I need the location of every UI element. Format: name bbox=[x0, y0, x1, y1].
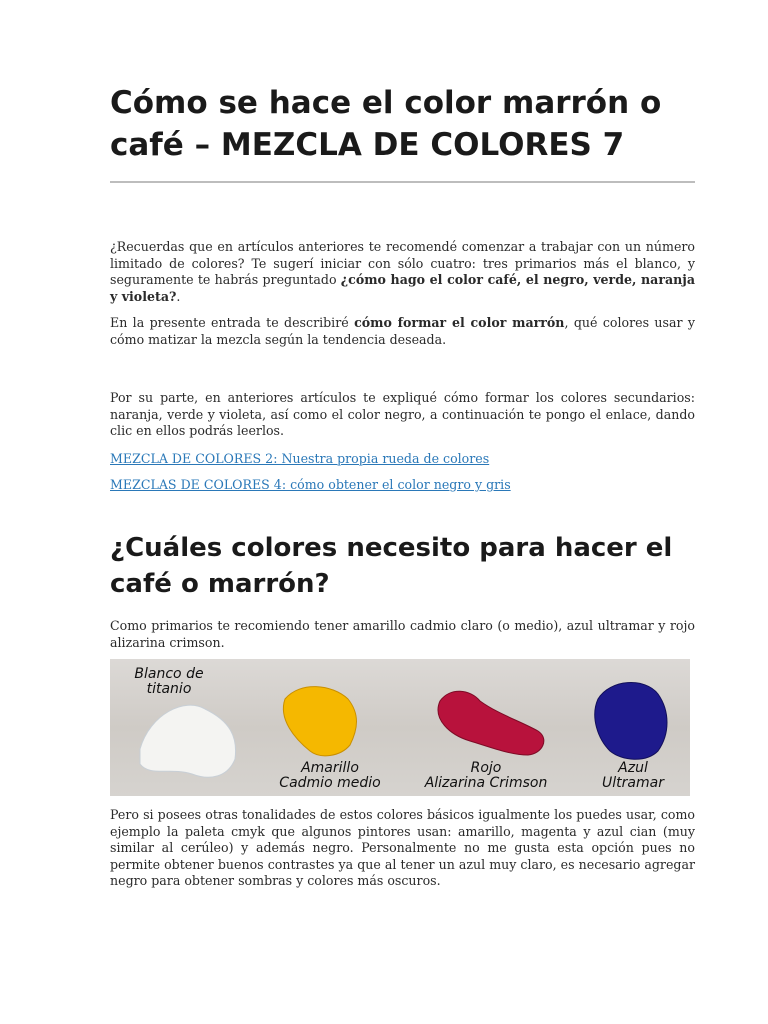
intro-paragraph-2 bbox=[110, 315, 695, 348]
intro-p2-text: En la presente entrada te describiré bbox=[110, 315, 355, 330]
label-red-line-1: Rojo bbox=[470, 760, 502, 776]
intro-p2-bold: cómo formar el color marrón bbox=[354, 315, 565, 330]
intro-p1-bold: ¿cómo hago el color café, el negro, verde, naranja y violeta? bbox=[110, 272, 695, 304]
section-paragraph-1: Como primarios te recomiendo tener amarillo cadmio claro (o medio), azul ultramar y rojo alizarina crimson. bbox=[110, 618, 695, 650]
intro-paragraph-3: Por su parte, en anteriores artículos te expliqué cómo formar los colores secundarios: naranja, verde y violeta, así como el color negro, a continuación te pongo el enlace, dando clic en ellos podrás leerlos. bbox=[110, 390, 695, 439]
link-mezcla-4[interactable]: MEZCLAS DE COLORES 4: cómo obtener el color negro y gris bbox=[110, 477, 511, 492]
intro-p2-end: , qué colores usar y cómo matizar la mezcla según la tendencia deseada. bbox=[110, 315, 695, 347]
label-blue-line-2: Ultramar bbox=[602, 775, 664, 791]
section-heading: ¿Cuáles colores necesito para hacer el café o marrón? bbox=[110, 533, 673, 599]
label-red-line-2: Alizarina Crimson bbox=[424, 775, 548, 791]
label-blue-line-1: Azul bbox=[618, 760, 648, 776]
yellow-paint-stroke bbox=[283, 687, 356, 756]
section-paragraph-2: Pero si posees otras tonalidades de estos colores básicos igualmente los puedes usar, como ejemplo la paleta cmyk que algunos pintores usan: amarillo, magenta y azul cian (muy similar al cerúleo) y además negro. Personalmente no me gusta esta opción pues no permite obtener buenos contrastes ya que al tener un azul muy claro, es necesario agregar negro para obtener sombras y colores más oscuros. bbox=[110, 807, 695, 889]
label-white-line-1: Blanco de bbox=[134, 666, 204, 682]
label-yellow-line-1: Amarillo bbox=[301, 760, 359, 776]
blue-paint-stroke bbox=[595, 683, 667, 760]
label-white bbox=[124, 667, 214, 697]
label-yellow-line-2: Cadmio medio bbox=[279, 775, 381, 791]
intro-p1-text: ¿Recuerdas que en artículos anteriores te recomendé comenzar a trabajar con un número limitado de colores? Te sugerí iniciar con sólo cuatro: tres primarios más el blanco, y seguramente te habrás preguntado bbox=[110, 239, 695, 288]
red-paint-stroke bbox=[438, 691, 544, 755]
label-yellow bbox=[260, 761, 400, 791]
paint-swatches-photo bbox=[110, 659, 690, 796]
label-blue bbox=[588, 761, 678, 791]
title-divider bbox=[110, 181, 695, 183]
intro-paragraph-1 bbox=[110, 239, 695, 305]
label-white-line-2: titanio bbox=[146, 681, 192, 697]
intro-p1-end: . bbox=[176, 288, 181, 304]
article-title: Cómo se hace el color marrón o café – MEZCLA DE COLORES 7 bbox=[110, 85, 662, 163]
label-red bbox=[406, 761, 566, 791]
white-paint-stroke bbox=[140, 705, 236, 777]
link-mezcla-2[interactable]: MEZCLA DE COLORES 2: Nuestra propia rueda de colores bbox=[110, 451, 490, 466]
